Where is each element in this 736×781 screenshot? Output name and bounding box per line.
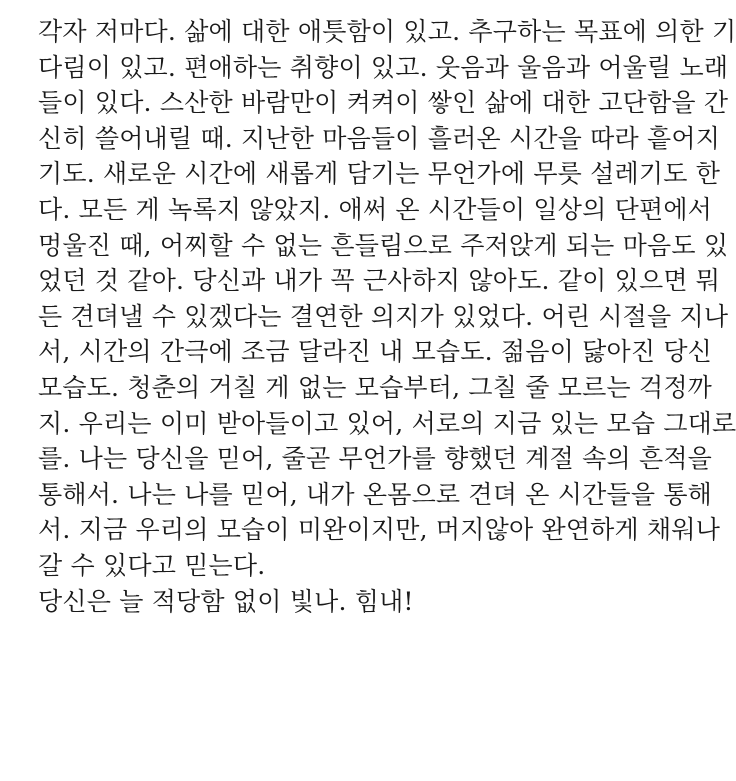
text-line: 통해서. 나는 나를 믿어, 내가 온몸으로 견뎌 온 시간들을 통해: [38, 479, 713, 509]
text-line: 다림이 있고. 편애하는 취향이 있고. 웃음과 울음과 어울릴 노래: [38, 52, 729, 82]
text-line: 신히 쓸어내릴 때. 지난한 마음들이 흘러온 시간을 따라 흩어지: [38, 123, 721, 153]
text-line: 각자 저마다. 삶에 대한 애틋함이 있고. 추구하는 목표에 의한 기: [38, 17, 736, 46]
essay-text: [38, 14, 736, 619]
text-line: 든 견뎌낼 수 있겠다는 결연한 의지가 있었다. 어린 시절을 지나: [38, 301, 729, 331]
text-line: 모습도. 청춘의 거칠 게 없는 모습부터, 그칠 줄 모르는 걱정까: [38, 372, 713, 402]
text-line: 서. 지금 우리의 모습이 미완이지만, 머지않아 완연하게 채워나: [38, 515, 721, 545]
text-line: 들이 있다. 스산한 바람만이 켜켜이 쌓인 삶에 대한 고단함을 간: [38, 88, 729, 118]
text-line: 갈 수 있다고 믿는다.: [38, 550, 266, 580]
text-line: 기도. 새로운 시간에 새롭게 담기는 무언가에 무릇 설레기도 한: [38, 159, 721, 189]
text-line: 다. 모든 게 녹록지 않았지. 애써 온 시간들이 일상의 단편에서: [38, 194, 713, 224]
text-line: 를. 나는 당신을 믿어, 줄곧 무언가를 향했던 계절 속의 흔적을: [38, 444, 713, 474]
text-line: 지. 우리는 이미 받아들이고 있어, 서로의 지금 있는 모습 그대로: [38, 408, 736, 438]
text-line: 었던 것 같아. 당신과 내가 꼭 근사하지 않아도. 같이 있으면 뭐: [38, 266, 721, 296]
text-line: 멍울진 때, 어찌할 수 없는 흔들림으로 주저앉게 되는 마음도 있: [38, 230, 729, 260]
closing-line: 당신은 늘 적당함 없이 빛나. 힘내!: [38, 586, 414, 616]
text-line: 서, 시간의 간극에 조금 달라진 내 모습도. 젊음이 닳아진 당신: [38, 337, 713, 367]
